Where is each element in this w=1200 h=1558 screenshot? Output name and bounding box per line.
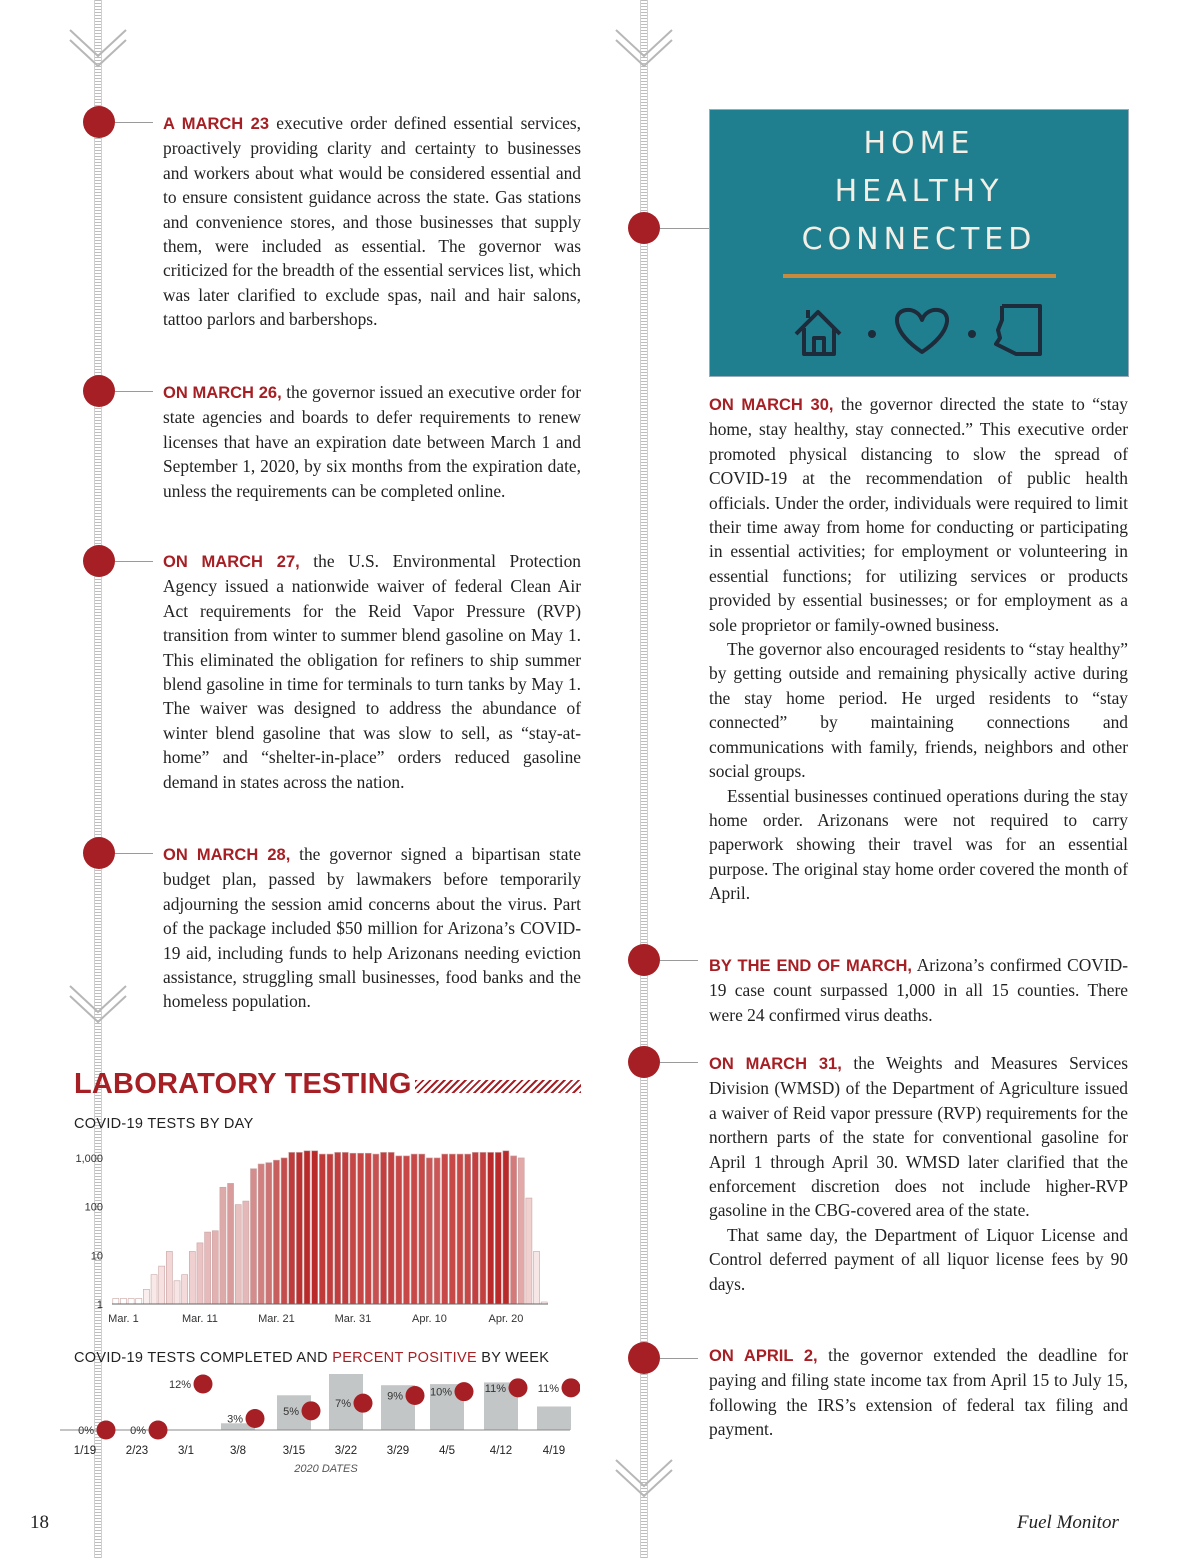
daily-test-bar bbox=[434, 1158, 440, 1304]
entry-text: the Weights and Measures Services Division (WMSD) of the Department of Agriculture issued a waiver of Reid vapor pressure (RVP) requirements for the northern parts of the state for conventional gasoline for April 1 through April 30. WMSD later clarified that the enforcement discretion does not include higher-RVP gasoline in the CBG-covered area of the state. bbox=[709, 1053, 1128, 1221]
entry-date-lead: ON MARCH 31, bbox=[709, 1055, 842, 1073]
daily-test-bar bbox=[235, 1205, 241, 1304]
section-title: LABORATORY TESTING bbox=[74, 1068, 412, 1100]
percent-positive-label: 3% bbox=[227, 1413, 243, 1426]
percent-positive-dot bbox=[194, 1375, 213, 1394]
daily-test-bar bbox=[342, 1152, 348, 1304]
house-icon bbox=[796, 310, 840, 354]
x-tick-label: 2/23 bbox=[125, 1445, 149, 1457]
percent-positive-dot bbox=[455, 1382, 474, 1401]
weekly-tests-chart bbox=[60, 1368, 580, 1480]
percent-positive-label: 11% bbox=[537, 1382, 559, 1395]
daily-test-bar bbox=[289, 1152, 295, 1304]
entry-date-lead: BY THE END OF MARCH, bbox=[709, 957, 913, 975]
bullet-dot bbox=[868, 330, 876, 338]
percent-positive-dot bbox=[302, 1401, 321, 1420]
timeline-entry-march-31 bbox=[709, 1051, 1128, 1296]
timeline-connector bbox=[660, 1062, 698, 1063]
entry-text: the governor extended the deadline for paying and filing state income tax from April 15 to July 15, following the IRS’s extension of federal tax filing and payment. bbox=[709, 1345, 1128, 1440]
daily-test-bar bbox=[212, 1231, 218, 1304]
daily-test-bar bbox=[388, 1152, 394, 1304]
entry-date-lead: ON MARCH 28, bbox=[163, 846, 291, 864]
entry-text: the U.S. Environmental Protection Agency issued a nationwide waiver of federal Clean Air Act requirements for the Reid Vapor Pressure (RVP) transition from winter to summer blend gasoline on May 1. This eliminated the obligation for refiners to ship summer blend gasoline in time for terminals to turn tanks by May 1. The waiver was designed to address the abundance of winter blend gasoline that was slow to sell, as “stay-at-home” and “shelter-in-place” orders reduced gasoline demand in states across the nation. bbox=[163, 551, 581, 792]
daily-test-bar bbox=[488, 1152, 494, 1304]
timeline-dot bbox=[83, 375, 115, 407]
daily-test-bar bbox=[250, 1169, 256, 1304]
timeline-connector bbox=[115, 122, 153, 123]
daily-test-bar bbox=[258, 1164, 264, 1304]
poster-line-home: HOME bbox=[863, 126, 975, 161]
daily-test-bar bbox=[304, 1151, 310, 1304]
daily-test-bar bbox=[442, 1154, 448, 1304]
timeline-dot bbox=[83, 545, 115, 577]
timeline-entry-march-26 bbox=[163, 380, 581, 503]
y-tick-label: 1 bbox=[96, 1299, 103, 1311]
timeline-entry-april-2 bbox=[709, 1343, 1128, 1442]
daily-test-bar bbox=[113, 1298, 119, 1304]
x-tick-label: Apr. 20 bbox=[488, 1313, 524, 1325]
daily-test-bar bbox=[419, 1154, 425, 1304]
daily-test-bar bbox=[174, 1281, 180, 1304]
x-tick-label: 3/8 bbox=[230, 1445, 246, 1457]
daily-test-bar bbox=[312, 1151, 318, 1304]
daily-test-bar bbox=[189, 1251, 195, 1304]
timeline-dot bbox=[628, 1342, 660, 1374]
daily-test-bar bbox=[403, 1156, 409, 1304]
chart2-title-highlight: PERCENT POSITIVE bbox=[332, 1350, 477, 1366]
chevron-down-icon bbox=[612, 26, 676, 72]
percent-positive-label: 9% bbox=[387, 1390, 403, 1403]
chevron-down-icon bbox=[612, 1456, 676, 1502]
x-tick-label: 3/15 bbox=[282, 1445, 306, 1457]
daily-test-bar bbox=[159, 1266, 165, 1304]
poster-icons bbox=[790, 298, 1052, 360]
daily-test-bar bbox=[296, 1152, 302, 1304]
daily-test-bar bbox=[526, 1198, 532, 1304]
y-tick-label: 10 bbox=[90, 1250, 103, 1263]
chart2-title-part: COVID-19 TESTS COMPLETED AND bbox=[74, 1350, 333, 1366]
entry-text: Arizona’s confirmed COVID-19 case count surpassed 1,000 in all 15 counties. There were 24 confirmed virus deaths. bbox=[709, 955, 1129, 1025]
timeline-connector bbox=[115, 853, 153, 854]
timeline-entry-march-28 bbox=[163, 842, 581, 1014]
daily-test-bar bbox=[128, 1298, 134, 1304]
page-number: 18 bbox=[30, 1512, 49, 1533]
poster-line-connected: CONNECTED bbox=[801, 222, 1037, 257]
heart-icon bbox=[897, 310, 947, 352]
daily-test-bar bbox=[480, 1152, 486, 1304]
timeline-connector bbox=[115, 561, 153, 562]
daily-test-bar bbox=[228, 1183, 234, 1304]
daily-test-bar bbox=[534, 1251, 540, 1304]
daily-test-bar bbox=[495, 1152, 501, 1304]
chart2-title bbox=[74, 1350, 549, 1366]
x-tick-label: Mar. 21 bbox=[258, 1313, 295, 1325]
daily-test-bar bbox=[205, 1232, 211, 1304]
x-tick-label: Mar. 31 bbox=[334, 1313, 372, 1325]
timeline-dot bbox=[83, 106, 115, 138]
entry-date-lead: A MARCH 23 bbox=[163, 115, 270, 133]
daily-test-bar bbox=[166, 1251, 172, 1304]
bullet-dot bbox=[968, 330, 976, 338]
daily-test-bar bbox=[220, 1187, 226, 1304]
entry-text: the governor issued an executive order for state agencies and boards to defer requirements to renew licenses that have an expiration date between March 1 and September 1, 2020, by six months from the expiration date, unless the requirements can be completed online. bbox=[163, 382, 581, 501]
daily-test-bar bbox=[457, 1154, 463, 1304]
x-tick-label: 3/22 bbox=[334, 1445, 358, 1457]
weekly-test-bar bbox=[537, 1406, 571, 1430]
x-tick-label: 4/19 bbox=[542, 1445, 566, 1457]
percent-positive-dot bbox=[406, 1386, 425, 1405]
entry-text: executive order defined essential services, proactively providing clarity and certainty to businesses and workers about what would be considered essential and to ensure consistent guidance across the state. Gas stations and convenience stores, and those businesses that supply them, were included as essential. The governor was criticized for the breadth of the essential services list, which was later clarified to exclude spas, nail and hair salons, tattoo parlors and barbershops. bbox=[163, 113, 581, 330]
tests-by-day-chart bbox=[60, 1140, 560, 1330]
percent-positive-dot bbox=[149, 1421, 168, 1440]
entry-text: the governor signed a bipartisan state budget plan, passed by lawmakers before temporarily adjourning the session amid concerns about the virus. Part of the package included $50 million for Arizona’s COVID-19 aid, including funds to help Arizonans needing eviction assistance, struggling small businesses, food banks and the homeless population. bbox=[163, 844, 581, 1012]
daily-test-bar bbox=[411, 1154, 417, 1304]
daily-test-bar bbox=[143, 1289, 149, 1304]
x-tick-label: 3/29 bbox=[386, 1445, 410, 1457]
timeline-entry-end-of-march bbox=[709, 953, 1128, 1027]
percent-positive-dot bbox=[246, 1409, 265, 1428]
daily-test-bar bbox=[151, 1275, 157, 1304]
x-tick-label: 4/5 bbox=[439, 1445, 455, 1457]
timeline-dot bbox=[628, 212, 660, 244]
daily-test-bar bbox=[266, 1163, 272, 1304]
daily-test-bar bbox=[373, 1154, 379, 1304]
timeline-dot bbox=[628, 944, 660, 976]
daily-test-bar bbox=[381, 1152, 387, 1304]
chart2-title-part: BY WEEK bbox=[476, 1350, 550, 1366]
percent-positive-label: 10% bbox=[429, 1386, 452, 1399]
percent-positive-dot bbox=[562, 1378, 581, 1397]
timeline-connector bbox=[115, 391, 153, 392]
daily-test-bar bbox=[518, 1158, 524, 1304]
entry-date-lead: ON MARCH 30, bbox=[709, 396, 834, 414]
entry-paragraph: That same day, the Department of Liquor License and Control deferred payment of all liquor license fees by 90 days. bbox=[709, 1224, 1128, 1294]
percent-positive-label: 7% bbox=[335, 1398, 351, 1411]
daily-test-bar bbox=[350, 1153, 356, 1304]
entry-paragraph: The governor also encouraged residents to “stay healthy” by getting outside and remaining physically active during the stay home period. He urged residents to “stay connected” by maintaining connections and communications with family, friends, neighbors and other social groups. bbox=[709, 639, 1128, 782]
daily-test-bar bbox=[243, 1201, 249, 1304]
entry-paragraph: Essential businesses continued operations during the stay home order. Arizonans were not required to carry paperwork showing their travel was for an essential purpose. The original stay home order covered the month of April. bbox=[709, 785, 1128, 904]
arizona-state-icon bbox=[996, 306, 1040, 354]
daily-test-bar bbox=[273, 1160, 279, 1304]
timeline-connector bbox=[660, 960, 698, 961]
percent-positive-label: 11% bbox=[484, 1382, 506, 1395]
daily-test-bar bbox=[511, 1156, 517, 1304]
daily-test-bar bbox=[182, 1275, 188, 1304]
daily-test-bar bbox=[472, 1152, 478, 1304]
daily-test-bar bbox=[396, 1156, 402, 1304]
poster-rule bbox=[783, 274, 1056, 278]
daily-test-bar bbox=[503, 1151, 509, 1304]
timeline-entry-march-27 bbox=[163, 549, 581, 794]
daily-test-bar bbox=[358, 1153, 364, 1304]
percent-positive-label: 5% bbox=[283, 1405, 299, 1418]
publication-name: Fuel Monitor bbox=[1017, 1512, 1119, 1533]
percent-positive-dot bbox=[97, 1421, 116, 1440]
daily-test-bar bbox=[449, 1154, 455, 1304]
timeline-dot bbox=[628, 1046, 660, 1078]
poster-line-healthy: HEALTHY bbox=[834, 174, 1004, 209]
daily-test-bar bbox=[197, 1243, 203, 1304]
x-tick-label: 4/12 bbox=[489, 1445, 513, 1457]
x-tick-label: Apr. 10 bbox=[412, 1313, 447, 1325]
daily-test-bar bbox=[327, 1154, 333, 1304]
daily-test-bar bbox=[426, 1158, 432, 1304]
y-tick-label: 1,000 bbox=[75, 1152, 103, 1165]
x-tick-label: Mar. 1 bbox=[108, 1313, 139, 1325]
daily-test-bar bbox=[465, 1154, 471, 1304]
daily-test-bar bbox=[365, 1153, 371, 1304]
daily-test-bar bbox=[319, 1154, 325, 1304]
stay-home-poster bbox=[709, 109, 1129, 377]
x-axis-label: 2020 DATES bbox=[294, 1463, 358, 1475]
entry-date-lead: ON APRIL 2, bbox=[709, 1347, 818, 1365]
entry-date-lead: ON MARCH 27, bbox=[163, 553, 300, 571]
chevron-down-icon bbox=[66, 26, 130, 72]
x-tick-label: 1/19 bbox=[73, 1445, 97, 1457]
timeline-connector bbox=[660, 1358, 698, 1359]
daily-test-bar bbox=[281, 1158, 287, 1304]
entry-date-lead: ON MARCH 26, bbox=[163, 384, 282, 402]
timeline-entry-march-23 bbox=[163, 111, 581, 332]
percent-positive-dot bbox=[509, 1378, 528, 1397]
entry-text: the governor directed the state to “stay home, stay healthy, stay connected.” This executive order promoted physical distancing to slow the spread of COVID-19 at the recommendation of public health officials. Under the order, individuals were required to limit their time away from home for conducting or participating in essential activities; for employment or volunteering in essential functions; for utilizing services or products provided by essential businesses; or for employment as a sole proprietor or family-owned business. bbox=[709, 394, 1128, 635]
daily-test-bar bbox=[120, 1298, 126, 1304]
x-tick-label: 3/1 bbox=[178, 1445, 194, 1457]
chevron-down-icon bbox=[66, 982, 130, 1028]
x-tick-label: Mar. 11 bbox=[182, 1313, 218, 1325]
percent-positive-label: 12% bbox=[168, 1379, 191, 1391]
timeline-dot bbox=[83, 837, 115, 869]
percent-positive-dot bbox=[354, 1394, 373, 1413]
section-title-hatch bbox=[415, 1080, 581, 1093]
daily-test-bar bbox=[136, 1298, 142, 1304]
y-tick-label: 100 bbox=[84, 1201, 103, 1214]
chart1-title: COVID-19 TESTS BY DAY bbox=[74, 1116, 254, 1132]
timeline-entry-march-30 bbox=[709, 392, 1128, 906]
percent-positive-label: 0% bbox=[78, 1425, 94, 1437]
daily-test-bar bbox=[335, 1152, 341, 1304]
timeline-connector bbox=[660, 228, 709, 229]
percent-positive-label: 0% bbox=[130, 1425, 146, 1437]
